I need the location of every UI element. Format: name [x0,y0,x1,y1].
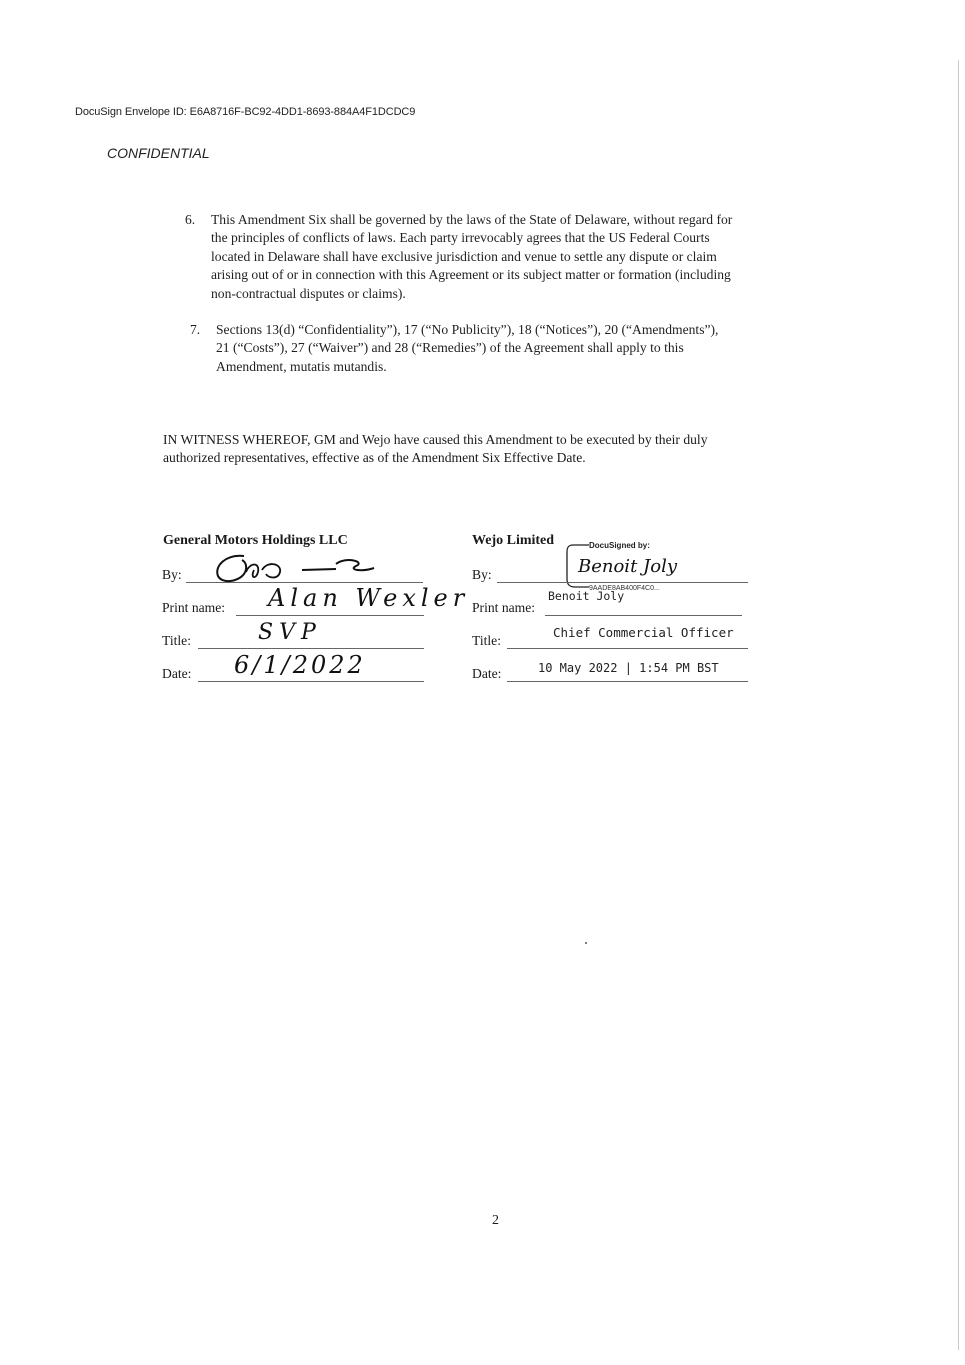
gm-title: SVP [258,620,322,645]
docusigned-by-label: DocuSigned by: [589,541,650,550]
gm-print-name-label: Print name: [162,600,226,615]
wejo-date-label: Date: [472,666,502,681]
page-edge [958,60,959,1350]
wejo-title-label: Title: [472,633,501,648]
clause-6 [185,211,825,311]
wejo-signature: Benoit Joly [578,556,677,577]
wejo-print-name-line [545,615,742,616]
gm-print-name-line [236,615,424,616]
gm-by-label: By: [162,567,182,582]
gm-signature [206,548,386,586]
clause-7 [190,321,830,381]
clause-text: Sections 13(d) “Confidentiality”), 17 (“No Publicity”), 18 (“Notices”), 20 (“Amendments”), 21 (“Costs”), 27 (“Waiver”) and 28 (“Remedies”) of the Agreement shall apply to this Amendment, mutatis mutandis. [216,322,719,374]
gm-date-label: Date: [162,666,192,681]
docusign-envelope-id: DocuSign Envelope ID: E6A8716F-BC92-4DD1-8693-884A4F1DCDC9 [75,106,416,118]
clause-text: This Amendment Six shall be governed by the laws of the State of Delaware, without regard for the principles of conflicts of laws. Each party irrevocably agrees that the US Federal Courts located in Delaware shall have exclusive jurisdiction and venue to settle any dispute or claim arising out of or in connection with this Agreement or its subject matter or formation (including non-contractual disputes or claims). [211,212,733,301]
docusign-signature-id: 9AADE8AB400F4C0... [589,585,660,592]
gm-print-name: Alan Wexler [268,584,470,612]
wejo-date: 10 May 2022 | 1:54 PM BST [538,661,719,675]
wejo-date-line [507,681,748,682]
wejo-title-line [507,648,748,649]
page-number: 2 [492,1213,499,1228]
clause-number: 7. [190,322,201,337]
gm-company-name: General Motors Holdings LLC [163,533,348,548]
confidential-label: CONFIDENTIAL [107,145,210,161]
gm-title-line [198,648,424,649]
wejo-by-label: By: [472,567,492,582]
wejo-company-name: Wejo Limited [472,533,555,548]
gm-date-line [198,681,424,682]
clause-number: 6. [185,212,196,227]
wejo-print-name: Benoit Joly [548,589,625,603]
scan-speck [585,942,587,944]
witness-paragraph: IN WITNESS WHEREOF, GM and Wejo have caused this Amendment to be executed by their duly authorized representatives, effective as of the Amendment Six Effective Date. [163,432,708,466]
wejo-by-line [497,582,748,583]
gm-date: 6/1/2022 [234,651,366,679]
wejo-title: Chief Commercial Officer [553,625,734,640]
wejo-print-name-label: Print name: [472,600,536,615]
gm-title-label: Title: [162,633,191,648]
